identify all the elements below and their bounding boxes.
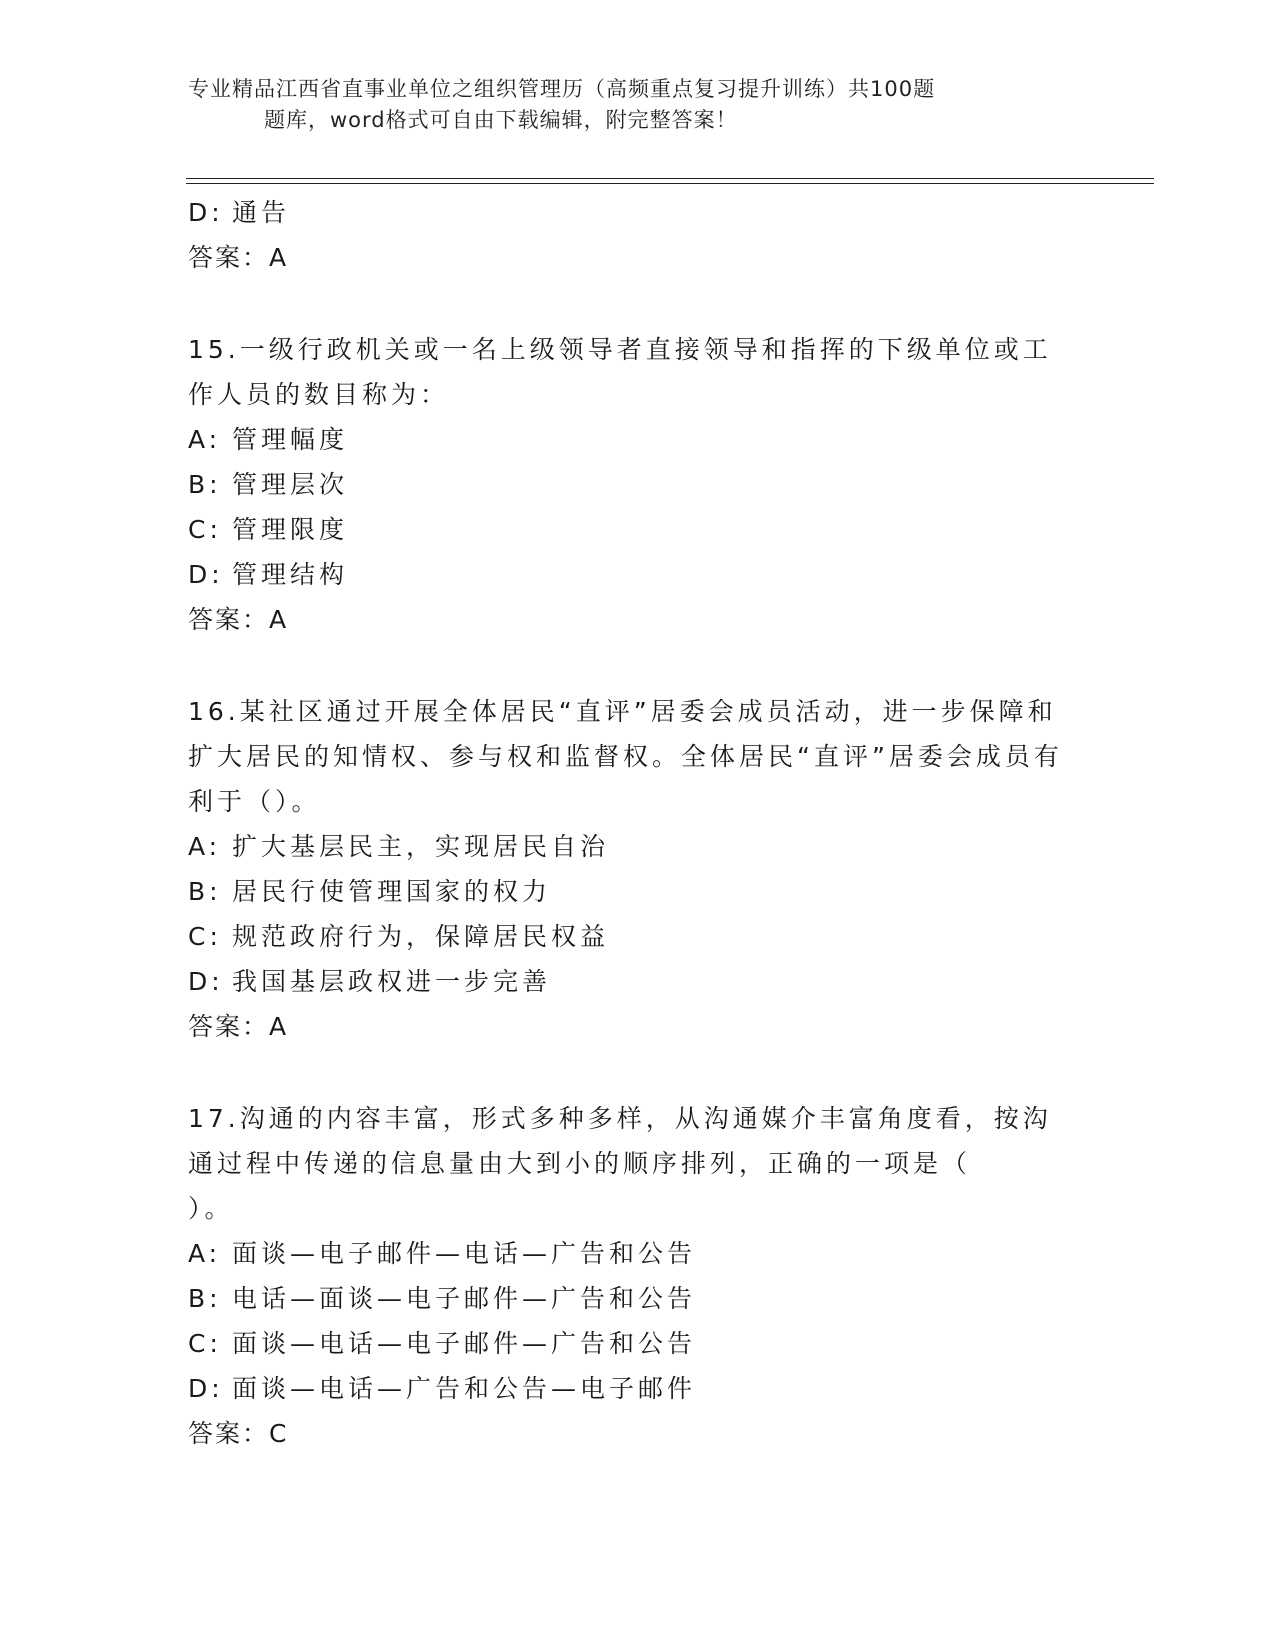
option-c	[188, 914, 1068, 959]
option-text: 电话—面谈—电子邮件—广告和公告	[232, 1284, 697, 1313]
option-key: B:	[188, 470, 222, 499]
header-divider-top	[186, 178, 1154, 179]
option-text: 通告	[232, 198, 291, 227]
option-key: D:	[188, 198, 224, 227]
option-d	[188, 959, 1068, 1004]
option-key: C:	[188, 1329, 222, 1358]
answer-line: 答案：A	[188, 243, 289, 272]
option-key: A:	[188, 425, 222, 454]
option-text: 面谈—电话—电子邮件—广告和公告	[232, 1329, 697, 1358]
option-text: 面谈—电话—广告和公告—电子邮件	[232, 1374, 697, 1403]
option-key: B:	[188, 1284, 222, 1313]
option-text: 管理幅度	[232, 425, 349, 454]
option-d	[188, 1366, 1068, 1411]
option-a	[188, 1231, 1068, 1276]
option-text: 管理层次	[232, 470, 349, 499]
header-title-line-2: 题库，word格式可自由下载编辑，附完整答案！	[264, 108, 738, 132]
header-title-line-1: 专业精品江西省直事业单位之组织管理历（高频重点复习提升训练）共100题	[188, 77, 936, 101]
option-key: A:	[188, 832, 222, 861]
option-a	[188, 417, 1068, 462]
option-key: B:	[188, 877, 222, 906]
option-text: 面谈—电子邮件—电话—广告和公告	[232, 1239, 697, 1268]
option-d	[188, 552, 1068, 597]
question-text: 17.沟通的内容丰富，形式多种多样，从沟通媒介丰富角度看，按沟通过程中传递的信息量由大到小的顺序排列，正确的一项是（ ）。	[188, 1104, 1052, 1223]
option-key: D:	[188, 967, 224, 996]
answer-line: 答案：A	[188, 605, 289, 634]
option-b	[188, 869, 1068, 914]
question-text: 15.一级行政机关或一名上级领导者直接领导和指挥的下级单位或工作人员的数目称为：	[188, 335, 1052, 409]
previous-question-tail	[188, 190, 1068, 280]
option-key: D:	[188, 1374, 224, 1403]
answer-line: 答案：A	[188, 1012, 289, 1041]
option-key: A:	[188, 1239, 222, 1268]
option-c	[188, 507, 1068, 552]
option-text: 管理限度	[232, 515, 349, 544]
option-key: C:	[188, 922, 222, 951]
page-header	[188, 74, 1048, 136]
answer-line: 答案：C	[188, 1419, 289, 1448]
option-d	[188, 190, 1068, 235]
option-text: 居民行使管理国家的权力	[232, 877, 552, 906]
option-key: D:	[188, 560, 224, 589]
question-16	[188, 689, 1068, 1049]
option-text: 扩大基层民主，实现居民自治	[232, 832, 610, 861]
question-15	[188, 327, 1068, 642]
header-divider-bottom	[186, 183, 1154, 184]
option-text: 我国基层政权进一步完善	[232, 967, 552, 996]
option-b	[188, 1276, 1068, 1321]
option-text: 规范政府行为，保障居民权益	[232, 922, 610, 951]
option-text: 管理结构	[232, 560, 349, 589]
question-17	[188, 1096, 1068, 1456]
question-text: 16.某社区通过开展全体居民“直评”居委会成员活动，进一步保障和扩大居民的知情权、参与权和监督权。全体居民“直评”居委会成员有利于（）。	[188, 697, 1063, 816]
option-b	[188, 462, 1068, 507]
option-c	[188, 1321, 1068, 1366]
question-list	[188, 190, 1068, 1456]
option-key: C:	[188, 515, 222, 544]
option-a	[188, 824, 1068, 869]
